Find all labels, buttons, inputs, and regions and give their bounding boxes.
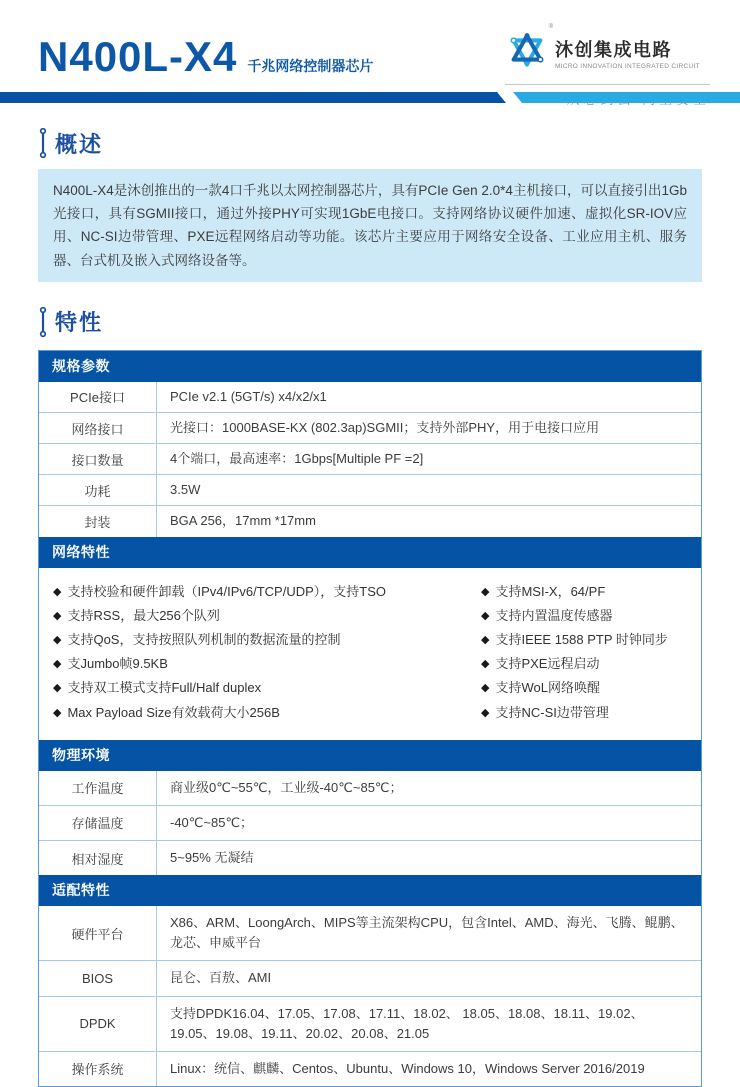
diamond-bullet-icon: ◆ bbox=[53, 658, 62, 671]
network-features-header: 网络特性 bbox=[39, 537, 701, 568]
row-label: 存储温度 bbox=[39, 806, 157, 840]
feature-item bbox=[479, 631, 689, 649]
table-row bbox=[39, 1051, 701, 1086]
spec-params-header: 规格参数 bbox=[39, 351, 701, 382]
spec-params-rows bbox=[39, 382, 701, 537]
diamond-bullet-icon: ◆ bbox=[53, 633, 62, 646]
logo-star-icon bbox=[505, 24, 553, 79]
row-label: 接口数量 bbox=[39, 444, 157, 474]
row-value: Linux：统信、麒麟、Centos、Ubuntu、Windows 10，Windows Server 2016/2019 bbox=[170, 1060, 645, 1076]
feature-item-text: 支持RSS，最大256个队列 bbox=[67, 607, 220, 623]
row-value: 5~95% 无凝结 bbox=[170, 849, 254, 865]
feature-item bbox=[479, 655, 689, 673]
feature-item bbox=[479, 583, 689, 601]
row-value: 光接口：1000BASE-KX (802.3ap)SGMII；支持外部PHY，用于电接口应用 bbox=[170, 420, 600, 436]
divider-gap bbox=[506, 92, 513, 103]
features-section bbox=[38, 306, 702, 1087]
diamond-bullet-icon: ◆ bbox=[481, 658, 490, 671]
feature-item-text: 支持内置温度传感器 bbox=[495, 607, 613, 623]
feature-item bbox=[479, 704, 689, 722]
features-heading-label: 特性 bbox=[55, 310, 104, 336]
table-row bbox=[39, 805, 701, 840]
diamond-bullet-icon: ◆ bbox=[53, 585, 62, 598]
product-title: N400L-X4 bbox=[38, 33, 238, 80]
table-row bbox=[39, 996, 701, 1051]
diamond-bullet-icon: ◆ bbox=[481, 585, 490, 598]
header bbox=[0, 0, 740, 92]
divider-cyan-segment bbox=[513, 92, 740, 103]
physical-env-rows bbox=[39, 771, 701, 875]
physical-env-header: 物理环境 bbox=[39, 740, 701, 771]
row-value: BGA 256，17mm *17mm bbox=[170, 513, 316, 529]
pin-icon bbox=[38, 127, 48, 159]
diamond-bullet-icon: ◆ bbox=[481, 633, 490, 646]
row-value: 昆仑、百敖、AMI bbox=[170, 970, 272, 986]
logo-name-en: MICRO INNOVATION INTEGRATED CIRCUIT bbox=[555, 62, 700, 70]
feature-item-text: 支持NC-SI边带管理 bbox=[495, 704, 609, 720]
feature-item bbox=[479, 607, 689, 625]
feature-item-text: 支持IEEE 1588 PTP 时钟同步 bbox=[495, 631, 668, 647]
feature-item bbox=[479, 679, 689, 697]
logo-top bbox=[505, 26, 700, 79]
table-row bbox=[39, 960, 701, 995]
row-value: X86、ARM、LoongArch、MIPS等主流架构CPU，包含Intel、AMD、海光、飞腾、鲲鹏、龙芯、申威平台 bbox=[170, 915, 684, 951]
overview-text: N400L-X4是沐创推出的一款4口千兆以太网控制器芯片，具有PCIe Gen 2.0*4主机接口，可以直接引出1Gb光接口，具有SGMII接口，通过外接PHY可实现1GbE电接口。支持网络协议硬件加速、虚拟化SR-IOV应用、NC-SI边带管理、PXE远程网络启动等功能。该芯片主要应用于网络安全设备、工业应用主机、服务器、台式机及嵌入式网络设备等。 bbox=[38, 169, 702, 282]
feature-item-text: Max Payload Size有效载荷大小256B bbox=[67, 704, 280, 720]
row-label: 硬件平台 bbox=[39, 906, 157, 960]
diamond-bullet-icon: ◆ bbox=[481, 609, 490, 622]
registered-trademark-icon: ® bbox=[548, 24, 553, 30]
feature-item-text: 支Jumbo帧9.5KB bbox=[67, 656, 168, 672]
adaptation-rows bbox=[39, 906, 701, 1086]
row-label: 功耗 bbox=[39, 475, 157, 505]
overview-heading bbox=[38, 127, 702, 159]
feature-item bbox=[51, 583, 479, 601]
table-row bbox=[39, 443, 701, 474]
row-label: BIOS bbox=[39, 961, 157, 995]
features-heading bbox=[38, 306, 702, 338]
logo-name-cn: 沐创集成电路 bbox=[555, 39, 672, 60]
feature-item-text: 支持MSI-X，64/PF bbox=[495, 583, 606, 599]
table-row bbox=[39, 474, 701, 505]
table-row bbox=[39, 505, 701, 536]
network-features-list bbox=[39, 568, 701, 740]
row-value: 商业级0℃~55℃，工业级-40℃~85℃； bbox=[170, 779, 403, 795]
row-value: 3.5W bbox=[170, 482, 201, 498]
diamond-bullet-icon: ◆ bbox=[481, 682, 490, 695]
diamond-bullet-icon: ◆ bbox=[481, 706, 490, 719]
features-table bbox=[38, 350, 702, 1087]
row-label: 工作温度 bbox=[39, 771, 157, 805]
feature-item-text: 支持PXE远程启动 bbox=[495, 656, 600, 672]
network-features-right-column bbox=[479, 577, 689, 728]
row-label: 网络接口 bbox=[39, 413, 157, 443]
diamond-bullet-icon: ◆ bbox=[53, 706, 62, 719]
feature-item-text: 支持QoS，支持按照队列机制的数据流量的控制 bbox=[67, 631, 341, 647]
feature-item bbox=[51, 631, 479, 649]
feature-item bbox=[51, 704, 479, 722]
row-label: 封装 bbox=[39, 506, 157, 536]
row-value: -40℃~85℃； bbox=[170, 814, 254, 830]
row-label: 相对湿度 bbox=[39, 841, 157, 875]
row-value: PCIe v2.1 (5GT/s) x4/x2/x1 bbox=[170, 388, 327, 404]
title-block bbox=[38, 33, 374, 80]
table-row bbox=[39, 906, 701, 960]
feature-item bbox=[51, 607, 479, 625]
row-value: 支持DPDK16.04、17.05、17.08、17.11、18.02、 18.05、18.08、18.11、19.02、19.05、19.08、19.11、20.02、20.08、21.05 bbox=[170, 1005, 644, 1041]
network-features-left-column bbox=[51, 577, 479, 728]
logo-divider bbox=[505, 84, 710, 85]
feature-item bbox=[51, 655, 479, 673]
feature-item-text: 支持WoL网络唤醒 bbox=[495, 680, 600, 696]
row-label: PCIe接口 bbox=[39, 382, 157, 412]
table-row bbox=[39, 840, 701, 875]
table-row bbox=[39, 771, 701, 805]
table-row bbox=[39, 412, 701, 443]
header-divider-bar bbox=[0, 92, 740, 103]
overview-section bbox=[38, 127, 702, 282]
row-label: DPDK bbox=[39, 997, 157, 1051]
row-value: 4个端口，最高速率：1Gbps[Multiple PF =2] bbox=[170, 451, 424, 467]
product-subtitle: 千兆网络控制器芯片 bbox=[247, 58, 374, 74]
feature-item-text: 支持双工模式支持Full/Half duplex bbox=[67, 680, 262, 696]
table-row bbox=[39, 382, 701, 412]
adaptation-header: 适配特性 bbox=[39, 875, 701, 906]
logo-text bbox=[555, 36, 700, 70]
pin-icon bbox=[38, 306, 48, 338]
feature-item-text: 支持校验和硬件卸载（IPv4/IPv6/TCP/UDP），支持TSO bbox=[67, 583, 387, 599]
row-label: 操作系统 bbox=[39, 1052, 157, 1086]
overview-heading-label: 概述 bbox=[55, 131, 104, 157]
diamond-bullet-icon: ◆ bbox=[53, 682, 62, 695]
diamond-bullet-icon: ◆ bbox=[53, 609, 62, 622]
feature-item bbox=[51, 679, 479, 697]
divider-dark-segment bbox=[0, 92, 506, 103]
